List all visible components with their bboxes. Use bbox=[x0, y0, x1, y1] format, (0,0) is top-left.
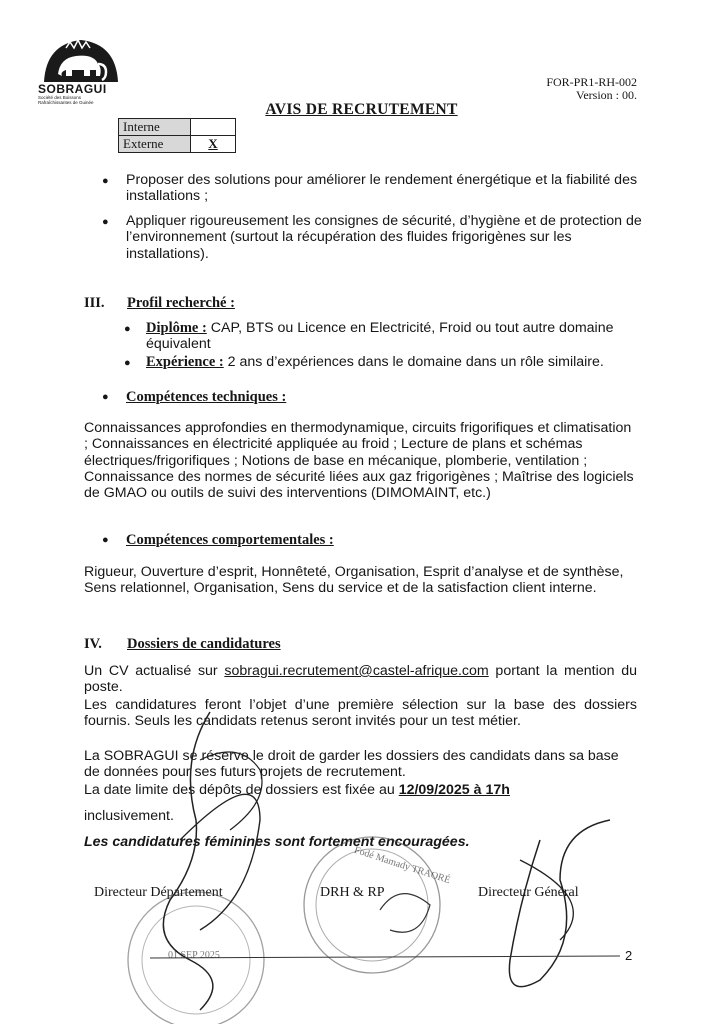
scope-label: Interne bbox=[119, 119, 191, 136]
bullet-icon: ● bbox=[102, 391, 109, 403]
tech-skills-text: Connaissances approfondies en thermodynamique, circuits frigorifiques et climatisation ; Connaissances en électricité appliquée au froid ; Lecture de plans et schémas électriques/frigorifiques ; Notions de base en mécanique, plomberie, ventilation ; Connaissance des normes de sécurité liées aux gaz frigorigènes ; Maîtrise des logiciels de GMAO ou outils de suivi des interventions (DIMOMAINT, etc.) bbox=[84, 420, 634, 502]
bullet-icon: ● bbox=[102, 534, 109, 546]
signature-label-drh: DRH & RP bbox=[320, 885, 385, 900]
logo-tagline: Société des Boissons Rafraîchissantes de Guinée bbox=[38, 95, 94, 105]
experience-text: 2 ans d’expériences dans le domaine dans un rôle similaire. bbox=[223, 354, 604, 370]
bullet-icon: ● bbox=[102, 216, 109, 228]
page-number: 2 bbox=[625, 948, 633, 963]
section-4-number: IV. bbox=[84, 636, 102, 652]
scope-label: Externe bbox=[119, 136, 191, 153]
cv-pre: Un CV actualisé sur bbox=[84, 663, 225, 679]
deadline-post: inclusivement. bbox=[84, 808, 174, 824]
stamp-date: 01 SEP 2025 bbox=[168, 950, 220, 961]
encouragement-text: Les candidatures féminines sont fortement encouragées. bbox=[84, 834, 470, 850]
recruitment-email-link[interactable]: sobragui.recrutement@castel-afrique.com bbox=[224, 663, 489, 679]
page-title: AVIS DE RECRUTEMENT bbox=[265, 101, 458, 118]
diplome-label: Diplôme : bbox=[146, 320, 207, 336]
signature-label-director-department: Directeur Département bbox=[94, 885, 223, 900]
experience-label: Expérience : bbox=[146, 354, 224, 370]
doc-version: Version : 00. bbox=[576, 88, 637, 102]
mission-text: Appliquer rigoureusement les consignes de sécurité, d’hygiène et de protection de l’environnement (surtout la récupération des fluides frigorigènes sur les installations). bbox=[126, 213, 642, 262]
stamp-text: Fodé Mamady TRAORÉ bbox=[352, 844, 452, 887]
bullet-icon: ● bbox=[124, 323, 131, 335]
section-3-number: III. bbox=[84, 295, 105, 311]
bullet-icon: ● bbox=[102, 175, 109, 187]
logo-name: SOBRAGUI bbox=[38, 82, 107, 96]
diplome-text: CAP, BTS ou Licence en Electricité, Froid ou tout autre domaine équivalent bbox=[146, 320, 614, 353]
mission-text: Proposer des solutions pour améliorer le rendement énergétique et la fiabilité des installations ; bbox=[126, 172, 638, 205]
signature-label-dg: Directeur Général bbox=[478, 885, 579, 900]
behavior-skills-text: Rigueur, Ouverture d’esprit, Honnêteté, Organisation, Esprit d’analyse et de synthèse, Sens relationnel, Organisation, Sens du service et de la satisfaction client interne. bbox=[84, 564, 624, 597]
bullet-icon: ● bbox=[124, 357, 131, 369]
tech-skills-title: Compétences techniques : bbox=[126, 389, 287, 405]
cv-post: portant la mention du poste. bbox=[84, 663, 637, 696]
behavior-skills-title: Compétences comportementales : bbox=[126, 532, 334, 548]
section-3-title: Profil recherché : bbox=[127, 295, 235, 311]
deadline-pre: La date limite des dépôts de dossiers est fixée au bbox=[84, 782, 399, 798]
selection-text: Les candidatures feront l’objet d’une première sélection sur la base des dossiers fournis. Seuls les candidats retenus seront invités pour un test métier. bbox=[84, 697, 637, 730]
section-4-title: Dossiers de candidatures bbox=[127, 636, 281, 652]
deadline-date: 12/09/2025 à 17h bbox=[398, 782, 510, 798]
doc-code: FOR-PR1-RH-002 bbox=[546, 75, 637, 89]
retention-text: La SOBRAGUI se réserve le droit de garder les dossiers des candidats dans sa base de données pour ses futurs projets de recrutement. bbox=[84, 748, 619, 781]
scope-mark: X bbox=[191, 136, 236, 153]
